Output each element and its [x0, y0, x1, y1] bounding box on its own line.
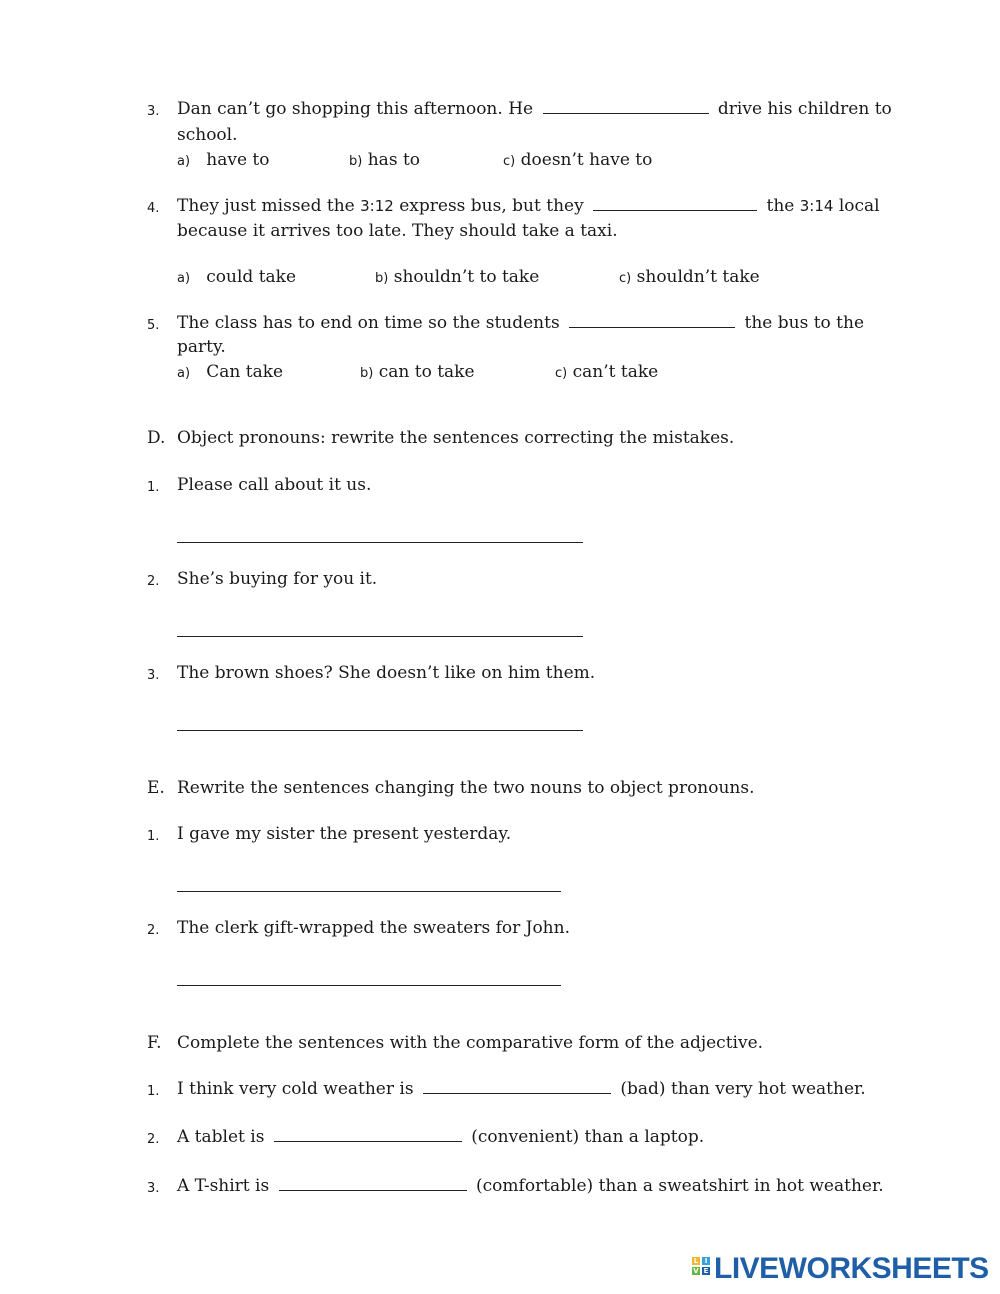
answer-line[interactable]	[177, 636, 583, 637]
liveworksheets-logo[interactable]	[692, 1252, 989, 1286]
question-text-part: Dan can’t go shopping this afternoon. He	[177, 99, 534, 119]
adjective-hint: (comfortable)	[476, 1176, 594, 1196]
answer-line[interactable]	[177, 542, 583, 543]
option-a[interactable]	[177, 150, 269, 170]
answer-blank[interactable]	[274, 1140, 462, 1142]
option-c[interactable]	[503, 150, 652, 170]
question-text-continued: party.	[177, 337, 226, 357]
question-number: 3.	[147, 104, 160, 119]
question-number: 3.	[147, 1181, 160, 1196]
option-text: can’t take	[572, 362, 659, 382]
answer-line[interactable]	[177, 985, 561, 986]
question-number: 5.	[147, 318, 160, 333]
section-title: Object pronouns: rewrite the sentences correcting the mistakes.	[177, 428, 735, 448]
question-text-part: They just missed the	[177, 196, 355, 216]
adjective-hint: (convenient)	[471, 1127, 580, 1147]
option-b[interactable]	[375, 267, 539, 287]
question-number: 4.	[147, 201, 160, 216]
question-text	[177, 1176, 884, 1196]
question-text	[177, 1079, 866, 1099]
question-text	[177, 1127, 704, 1147]
option-b[interactable]	[349, 150, 420, 170]
option-a[interactable]	[177, 362, 283, 382]
answer-blank[interactable]	[423, 1092, 611, 1094]
answer-blank[interactable]	[543, 112, 709, 114]
option-letter: c)	[503, 154, 516, 169]
answer-blank[interactable]	[569, 326, 735, 328]
answer-blank[interactable]	[279, 1189, 467, 1191]
option-b[interactable]	[360, 362, 475, 382]
option-letter: b)	[360, 366, 374, 381]
logo-mark-letter: E	[703, 1267, 709, 1275]
question-text-part: than a laptop.	[584, 1127, 705, 1147]
logo-mark-letter: V	[693, 1267, 699, 1275]
question-number: 2.	[147, 923, 160, 938]
option-letter: c)	[619, 271, 632, 286]
answer-line[interactable]	[177, 730, 583, 731]
question-text: The brown shoes? She doesn’t like on him them.	[177, 663, 596, 683]
option-text: has to	[367, 150, 421, 170]
question-text	[177, 99, 892, 119]
option-letter: a)	[177, 271, 191, 286]
option-a[interactable]	[177, 267, 296, 287]
question-text-continued: school.	[177, 125, 238, 145]
question-text: Please call about it us.	[177, 475, 372, 495]
question-number: 1.	[147, 1084, 160, 1099]
option-text: shouldn’t take	[636, 267, 760, 287]
question-text: She’s buying for you it.	[177, 569, 378, 589]
time-value: 3:14	[799, 197, 834, 215]
question-text-part: A T-shirt is	[177, 1176, 270, 1196]
question-text-part: The class has to end on time so the students	[177, 313, 560, 333]
question-number: 2.	[147, 574, 160, 589]
question-number: 1.	[147, 480, 160, 495]
question-text-part: A tablet is	[177, 1127, 265, 1147]
option-text: shouldn’t to take	[393, 267, 540, 287]
question-text-part: the	[766, 196, 795, 216]
question-number: 1.	[147, 829, 160, 844]
adjective-hint: (bad)	[620, 1079, 666, 1099]
option-letter: a)	[177, 154, 191, 169]
logo-mark-icon	[692, 1257, 712, 1281]
question-text-part: express bus, but they	[399, 196, 584, 216]
question-text-part: local	[838, 196, 880, 216]
section-letter: D.	[147, 428, 166, 448]
question-text-part: than a sweatshirt in hot weather.	[598, 1176, 884, 1196]
option-text: doesn’t have to	[520, 150, 653, 170]
option-letter: c)	[555, 366, 568, 381]
answer-blank[interactable]	[593, 209, 757, 211]
section-letter: F.	[147, 1033, 162, 1053]
question-text-part: I think very cold weather is	[177, 1079, 414, 1099]
logo-text: LIVEWORKSHEETS	[714, 1252, 989, 1285]
option-text: can to take	[378, 362, 475, 382]
question-text-part: drive his children to	[717, 99, 892, 119]
option-c[interactable]	[555, 362, 658, 382]
option-text: have to	[206, 150, 270, 170]
section-title: Complete the sentences with the comparative form of the adjective.	[177, 1033, 764, 1053]
section-letter: E.	[147, 778, 165, 798]
question-text-continued: because it arrives too late. They should take a taxi.	[177, 221, 618, 241]
question-text	[177, 196, 880, 216]
question-text	[177, 313, 864, 333]
option-letter: b)	[349, 154, 363, 169]
question-text-part: the bus to the	[744, 313, 865, 333]
option-text: Can take	[206, 362, 284, 382]
logo-mark-letter: L	[693, 1257, 699, 1265]
question-number: 3.	[147, 668, 160, 683]
option-letter: b)	[375, 271, 389, 286]
option-c[interactable]	[619, 267, 760, 287]
question-text: The clerk gift-wrapped the sweaters for John.	[177, 918, 570, 938]
question-number: 2.	[147, 1132, 160, 1147]
logo-mark-letter: I	[702, 1257, 710, 1265]
answer-line[interactable]	[177, 891, 561, 892]
question-text: I gave my sister the present yesterday.	[177, 824, 512, 844]
option-text: could take	[206, 267, 297, 287]
option-letter: a)	[177, 366, 191, 381]
question-text-part: than very hot weather.	[670, 1079, 866, 1099]
time-value: 3:12	[360, 197, 394, 215]
section-title: Rewrite the sentences changing the two nouns to object pronouns.	[177, 778, 755, 798]
